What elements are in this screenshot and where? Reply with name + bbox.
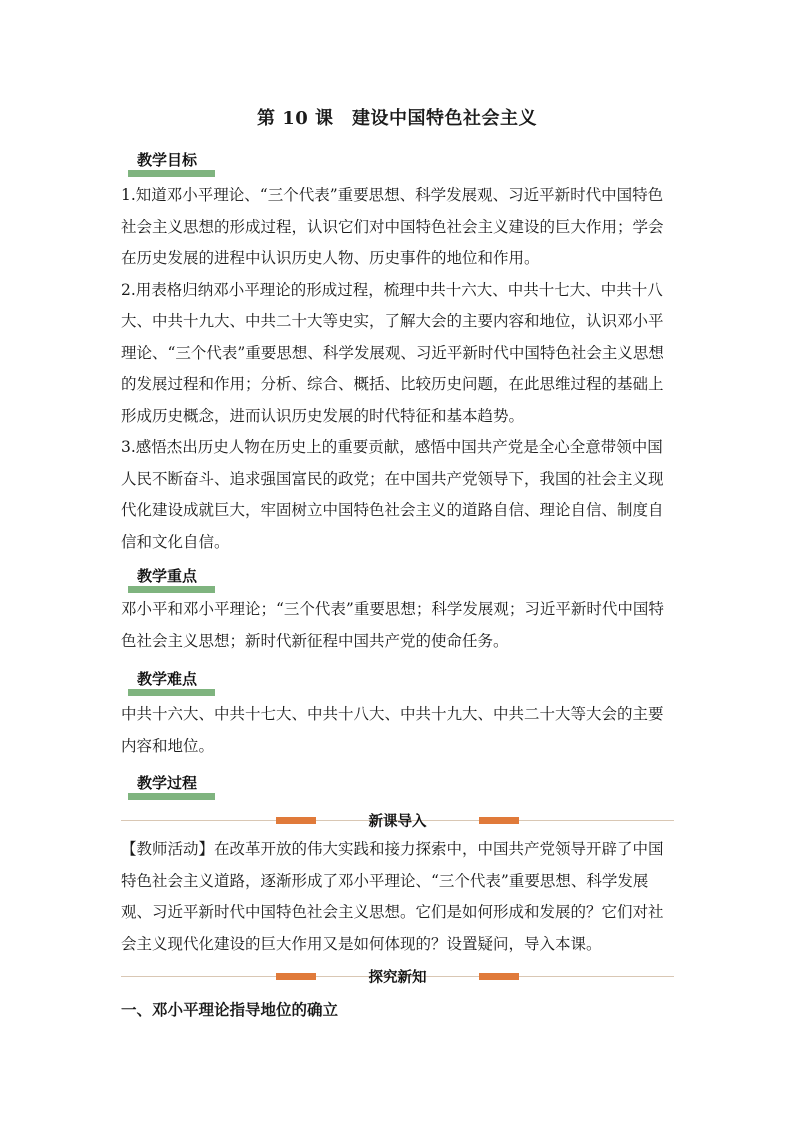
difficulties-body <box>121 699 677 762</box>
difficulties-text: 中共十六大、中共十七大、中共十八大、中共十九大、中共二十大等大会的主要内容和地位。 <box>121 705 664 755</box>
section-heading-label: 教学过程 <box>137 774 198 792</box>
divider-label: 新课导入 <box>368 813 427 830</box>
heading-underline-bar <box>128 586 215 593</box>
key-points-text: 邓小平和邓小平理论；“三个代表”重要思想；科学发展观；习近平新时代中国特色社会主义思想；新时代新征程中国共产党的使命任务。 <box>121 600 664 650</box>
goal-paragraph-3: 3.感悟杰出历史人物在历史上的重要贡献，感悟中国共产党是全心全意带领中国人民不断奋斗、追求强国富民的政党；在中国共产党领导下，我国的社会主义现代化建设成就巨大，牢固树立中国特色社会主义的道路自信、理论自信、制度自信和文化自信。 <box>121 438 664 551</box>
goals-body <box>121 180 677 558</box>
divider-label: 探究新知 <box>368 969 427 986</box>
section-heading-key-points <box>128 567 197 593</box>
goal-paragraph-1: 1.知道邓小平理论、“三个代表”重要思想、科学发展观、习近平新时代中国特色社会主义思想的形成过程，认识它们对中国特色社会主义建设的巨大作用；学会在历史发展的进程中认识历史人物、历史事件的地位和作用。 <box>121 186 664 267</box>
section-heading-label: 教学难点 <box>137 670 198 688</box>
intro-body <box>121 834 677 960</box>
subsection-heading: 一、邓小平理论指导地位的确立 <box>121 1000 339 1019</box>
heading-underline-bar <box>128 689 215 696</box>
section-heading-label: 教学重点 <box>137 567 198 585</box>
goal-paragraph-2: 2.用表格归纳邓小平理论的形成过程，梳理中共十六大、中共十七大、中共十八大、中共十九大、中共二十大等史实，了解大会的主要内容和地位，认识邓小平理论、“三个代表”重要思想、科学发展观、习近平新时代中国特色社会主义思想的发展过程和作用；分析、综合、概括、比较历史问题，在此思维过程的基础上形成历史概念，进而认识历史发展的时代特征和基本趋势。 <box>121 280 664 425</box>
lesson-title: 第 10 课 建设中国特色社会主义 <box>256 108 538 129</box>
divider-explore <box>121 969 674 986</box>
divider-intro <box>121 813 674 830</box>
key-points-body <box>121 594 677 657</box>
heading-underline-bar <box>128 170 215 177</box>
section-heading-label: 教学目标 <box>137 151 198 169</box>
section-heading-difficulties <box>128 670 197 696</box>
intro-text: 【教师活动】在改革开放的伟大实践和接力探索中，中国共产党领导开辟了中国特色社会主义道路，逐渐形成了邓小平理论、“三个代表”重要思想、科学发展观、习近平新时代中国特色社会主义思想。它们是如何形成和发展的？它们对社会主义现代化建设的巨大作用又是如何体现的？设置疑问，导入本课。 <box>121 840 664 953</box>
heading-underline-bar <box>128 793 215 800</box>
section-heading-goals <box>128 151 197 177</box>
section-heading-process <box>128 774 197 800</box>
